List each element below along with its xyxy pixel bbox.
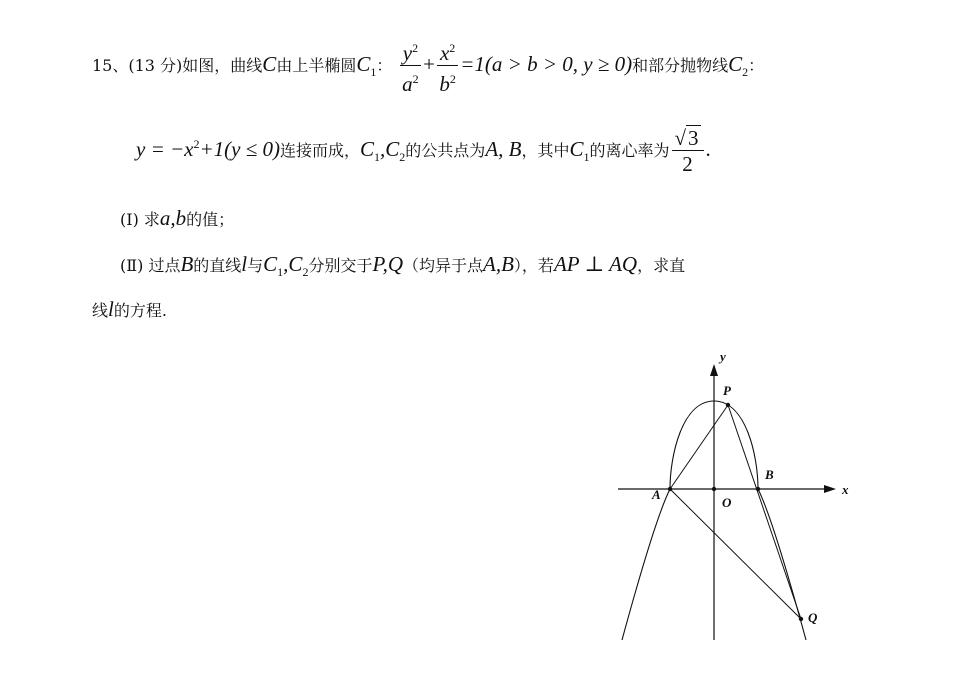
ellipse-condition: =1(a > b > 0, y ≥ 0) bbox=[460, 52, 633, 76]
part-1 bbox=[120, 206, 234, 231]
line-l-ref-2: l bbox=[108, 297, 114, 321]
c2-label: $C_2$ bbox=[728, 52, 749, 80]
part-2-t2: 与 bbox=[247, 256, 264, 275]
text-line2-t3: ，其中 bbox=[521, 141, 570, 160]
problem-prefix: 15、(13 分)如图，曲线 bbox=[92, 56, 263, 75]
text-line2-t2: 的公共点为 bbox=[405, 141, 486, 160]
colon-2: ： bbox=[748, 56, 765, 75]
points-a-b-ref: A,B bbox=[483, 252, 514, 276]
part-2-continued bbox=[92, 297, 167, 322]
fraction-y2-a2: $\frac{y^2}{a^2}$ bbox=[400, 36, 421, 97]
line-l-ref: l bbox=[241, 252, 248, 276]
c1-label: $C_1$ bbox=[356, 52, 377, 80]
problem-line-2 bbox=[136, 126, 711, 177]
point-b-ref: B bbox=[180, 252, 194, 276]
part-2-label: (Ⅱ) 过点 bbox=[120, 256, 181, 275]
c1-label-2: $C_1$ bbox=[569, 137, 590, 165]
text-line2-t1: 连接而成， bbox=[280, 141, 361, 160]
points-p-q: P,Q bbox=[372, 252, 403, 276]
label-o: O bbox=[722, 495, 732, 510]
eccentricity-fraction: $\frac{√3}{2}$ bbox=[672, 126, 704, 177]
part-1-tail: 的值； bbox=[186, 210, 235, 229]
label-y: y bbox=[720, 349, 726, 364]
part-2-t5: ），若 bbox=[513, 256, 554, 275]
label-a: A bbox=[652, 487, 661, 502]
text-t2: 和部分抛物线 bbox=[632, 56, 729, 75]
label-p: P bbox=[723, 383, 731, 398]
problem-line-1 bbox=[92, 36, 764, 97]
text-t1: 由上半椭圆 bbox=[276, 56, 357, 75]
part-2-t6: ，求直 bbox=[637, 256, 686, 275]
part-2-t3: 分别交于 bbox=[308, 256, 373, 275]
curve-c: C bbox=[262, 52, 277, 76]
plus-sign: + bbox=[423, 52, 435, 76]
label-q: Q bbox=[808, 610, 818, 625]
label-x: x bbox=[842, 482, 849, 497]
part-3-t2: 的方程. bbox=[113, 301, 167, 320]
x-axis-arrow bbox=[824, 485, 836, 493]
part-1-label: (I) 求 bbox=[120, 210, 160, 229]
part-1-vars: a,b bbox=[159, 206, 187, 230]
part-3-t1: 线 bbox=[92, 301, 109, 320]
part-2-t1: 的直线 bbox=[193, 256, 242, 275]
part-2-t4: （均异于点 bbox=[403, 256, 484, 275]
parabola-left-branch bbox=[622, 489, 670, 640]
geometry-figure bbox=[600, 345, 860, 645]
text-line2-t4: 的离心率为 bbox=[589, 141, 670, 160]
perpendicular-condition: AP ⊥ AQ bbox=[553, 252, 638, 276]
parabola-equation: $y = -x^2+1(y \le 0)$ bbox=[136, 137, 280, 161]
point-q-dot bbox=[799, 617, 803, 621]
colon-1: ： bbox=[376, 56, 393, 75]
point-o-dot bbox=[712, 487, 716, 491]
period: . bbox=[705, 137, 711, 161]
point-p-dot bbox=[726, 403, 730, 407]
part-2 bbox=[120, 252, 685, 280]
c1-c2-ref: $C_1,C_2$ bbox=[263, 252, 309, 280]
line-l-pq bbox=[728, 405, 801, 619]
fraction-x2-b2: $\frac{x^2}{b^2}$ bbox=[437, 36, 458, 97]
segment-ap bbox=[670, 405, 728, 489]
point-b-dot bbox=[756, 487, 760, 491]
y-axis-arrow bbox=[710, 364, 718, 376]
c1-c2-label: $C_1,C_2$ bbox=[360, 137, 406, 165]
point-a-dot bbox=[668, 487, 672, 491]
points-a-b: A, B bbox=[485, 137, 522, 161]
label-b: B bbox=[765, 467, 774, 482]
